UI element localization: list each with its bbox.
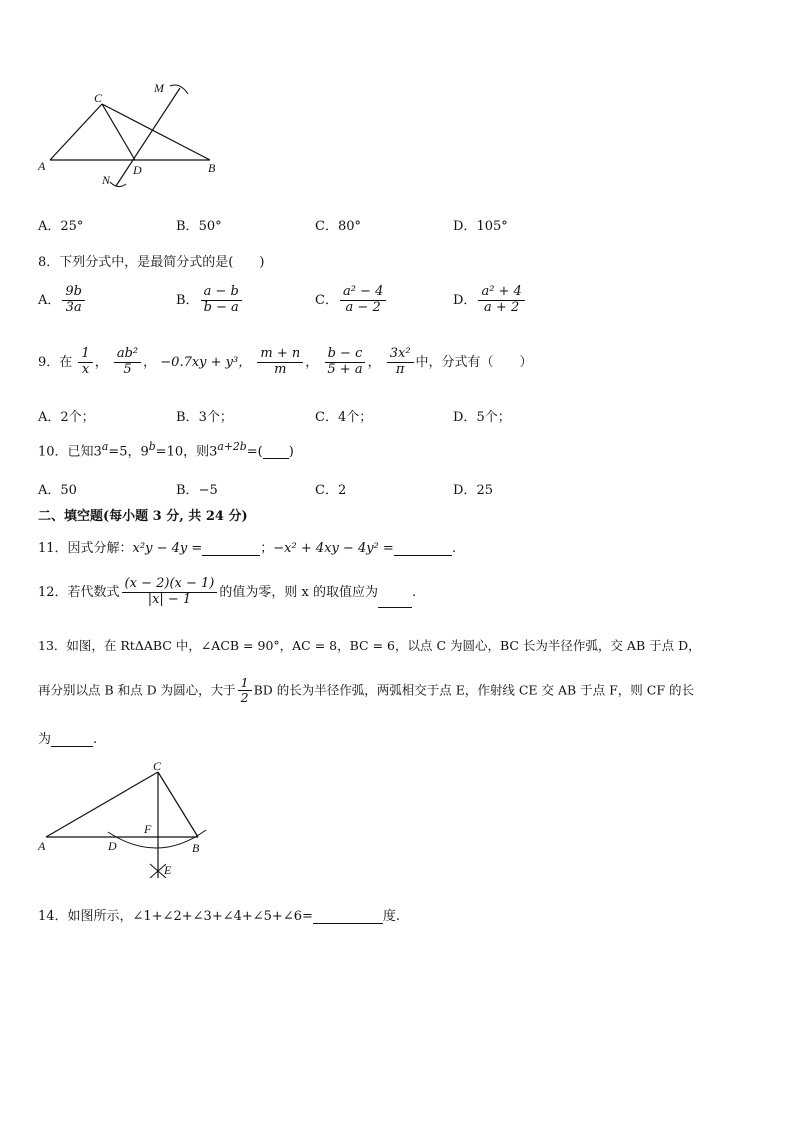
answer-blank[interactable] (51, 746, 93, 747)
denominator: b − a (203, 299, 239, 315)
answer-blank-2[interactable] (394, 555, 452, 556)
numerator: 3x² (387, 347, 414, 363)
option-letter: C． (315, 292, 338, 308)
q10-text: =10，则3 (155, 444, 218, 460)
denominator: 5 + a (327, 361, 363, 377)
q13-text: BD 的长为半径作弧，两弧相交于点 E，作射线 CE 交 AB 于点 F，则 CF 的长 (253, 682, 694, 698)
answer-blank-1[interactable] (202, 555, 260, 556)
option-letter: C． (315, 483, 338, 498)
label-e: E (164, 863, 172, 877)
fraction (201, 285, 242, 316)
q14-stem (38, 905, 400, 924)
q12-end: . (411, 584, 417, 600)
denominator: 3a (65, 299, 82, 315)
option-text: 2个； (60, 410, 95, 425)
numerator: a − b (201, 285, 242, 301)
q13-line-3 (38, 728, 97, 747)
option-text: 25 (476, 483, 493, 498)
option-text: 4个； (337, 410, 373, 425)
option-letter: D． (453, 483, 477, 498)
fraction-half (238, 676, 252, 706)
q12-stem (38, 577, 416, 608)
q10-text: =5，9 (108, 444, 149, 460)
q11-expression-2: −x² + 4xy − 4y² = (273, 541, 394, 556)
option-text: 50 (60, 483, 77, 498)
option-letter: B． (176, 410, 199, 425)
option-letter: B． (176, 219, 199, 234)
denominator: 5 (123, 361, 132, 377)
option-text: 105° (476, 219, 508, 234)
q11-stem (38, 537, 456, 556)
option-letter: D． (453, 292, 477, 308)
label-b: B (208, 161, 216, 175)
q10-option-c[interactable] (315, 479, 346, 498)
option-text: 50° (198, 219, 222, 234)
option-letter: A． (38, 483, 61, 498)
q10-option-a[interactable] (38, 479, 77, 498)
option-letter: C． (315, 410, 338, 425)
fraction (478, 285, 524, 316)
segment-ac (46, 772, 158, 837)
q11-expression-1: x²y − 4y = (132, 541, 203, 556)
q8-option-a[interactable] (38, 285, 87, 316)
q12-prefix: 12．若代数式 (38, 584, 120, 600)
numerator: 9b (62, 285, 85, 301)
option-letter: C． (315, 219, 338, 234)
fraction (324, 347, 365, 378)
q7-option-a[interactable] (38, 215, 83, 234)
q10-text: ) (288, 444, 294, 460)
option-text: 3个； (198, 410, 233, 425)
denominator: a − 2 (345, 299, 381, 315)
q8-stem: 8．下列分式中，是最简分式的是( ) (38, 255, 265, 270)
fraction (62, 285, 85, 316)
numerator: a² + 4 (478, 285, 524, 301)
numerator: 1 (78, 347, 92, 363)
q13-text: 为 (38, 732, 52, 747)
denominator: π (395, 361, 405, 377)
q9-suffix: 中，分式有（ ） (415, 354, 533, 370)
option-letter: A． (38, 292, 61, 308)
option-text: −5 (198, 483, 218, 498)
q13-end: . (93, 732, 98, 747)
denominator: x (81, 361, 90, 377)
option-text: 80° (337, 219, 361, 234)
label-c: C (153, 760, 162, 773)
option-letter: D． (453, 410, 477, 425)
denominator: a + 2 (484, 299, 520, 315)
segment-cb (158, 772, 198, 837)
q11-prefix: 11．因式分解： (38, 541, 133, 556)
option-letter: A． (38, 410, 61, 425)
numerator: b − c (325, 347, 366, 363)
fraction (114, 347, 141, 378)
q7-option-d[interactable] (453, 215, 508, 234)
q11-end: . (451, 541, 456, 556)
option-text: 5个； (476, 410, 511, 425)
q14-text: 14．如图所示，∠1+∠2+∠3+∠4+∠5+∠6= (38, 909, 313, 924)
q12-suffix: 的值为零，则 x 的取值应为 (219, 584, 378, 600)
fraction (78, 347, 92, 378)
numerator: m + n (257, 347, 303, 363)
label-f: F (144, 822, 152, 836)
q9-option-c[interactable] (315, 406, 372, 425)
q13-line-2 (38, 676, 694, 706)
q11-separator: ； (260, 541, 274, 556)
label-n: N (102, 173, 111, 187)
denominator: |x| − 1 (147, 591, 192, 607)
q9-expression: −0.7xy + y³， (160, 354, 252, 370)
q10-text: 10．已知3 (38, 444, 102, 460)
q9-option-d[interactable] (453, 406, 511, 425)
label-d: D (108, 839, 117, 853)
q10-sup: a+2b (217, 440, 247, 453)
q10-text: =( (246, 444, 263, 460)
numerator: 1 (238, 676, 252, 691)
ray-mn (116, 88, 180, 186)
fraction (122, 577, 218, 608)
q10-stem (38, 440, 294, 459)
q14-suffix: 度. (382, 909, 401, 924)
q10-option-d[interactable] (453, 479, 493, 498)
option-text: 25° (60, 219, 84, 234)
answer-blank[interactable] (263, 458, 289, 459)
q10-sup: b (148, 440, 156, 453)
label-a: A (38, 159, 46, 173)
label-b: B (192, 841, 200, 855)
q8-option-c[interactable] (315, 285, 388, 316)
numerator: a² − 4 (340, 285, 386, 301)
option-text: 2 (337, 483, 347, 498)
q9-option-b[interactable] (176, 406, 233, 425)
q10-sup: a (101, 440, 109, 453)
q9-stem: 9．在 $\frac{1}{x}$ ， $\frac{\text{ab²}}{5}$ ， −0.7xy + y³， $\frac{m + n}{m}$ ， $\frac{b - c}{5 + a}$ ， $\frac{\text{3x²}}{\pi}$ 中，分式有（ ） (38, 346, 533, 377)
q9-prefix: 9．在 (38, 354, 73, 370)
fraction (257, 347, 303, 378)
option-letter: D． (453, 219, 477, 234)
option-letter: B． (176, 292, 199, 308)
figure-q13-triangle (30, 760, 230, 885)
segment-ac (50, 104, 102, 160)
fraction (340, 285, 386, 316)
label-d: D (133, 163, 142, 177)
numerator: ab² (114, 347, 141, 363)
q13-text: 再分别以点 B 和点 D 为圆心，大于 (38, 682, 236, 698)
q8-option-d[interactable] (453, 285, 527, 316)
q7-option-c[interactable] (315, 215, 361, 234)
answer-blank[interactable] (378, 607, 412, 608)
q8-option-b[interactable] (176, 285, 244, 316)
label-a: A (38, 839, 46, 853)
fraction (387, 347, 414, 378)
label-m: M (154, 81, 164, 95)
numerator: (x − 2)(x − 1) (122, 577, 218, 593)
option-letter: A． (38, 219, 61, 234)
q9-option-a[interactable] (38, 406, 95, 425)
option-letter: B． (176, 483, 199, 498)
denominator: m (274, 361, 287, 377)
label-c: C (94, 91, 103, 105)
q10-option-b[interactable] (176, 479, 218, 498)
answer-blank[interactable] (313, 923, 383, 924)
q7-option-b[interactable] (176, 215, 222, 234)
figure-q7-triangle (30, 78, 230, 193)
section-title: 二、填空题(每小题 3 分, 共 24 分) (38, 509, 248, 524)
denominator: 2 (240, 690, 249, 706)
q13-line-1: 13．如图，在 RtΔABC 中，∠ACB = 90°，AC = 8，BC = 6，以点 C 为圆心，BC 长为半径作弧，交 AB 于点 D， (38, 638, 701, 653)
